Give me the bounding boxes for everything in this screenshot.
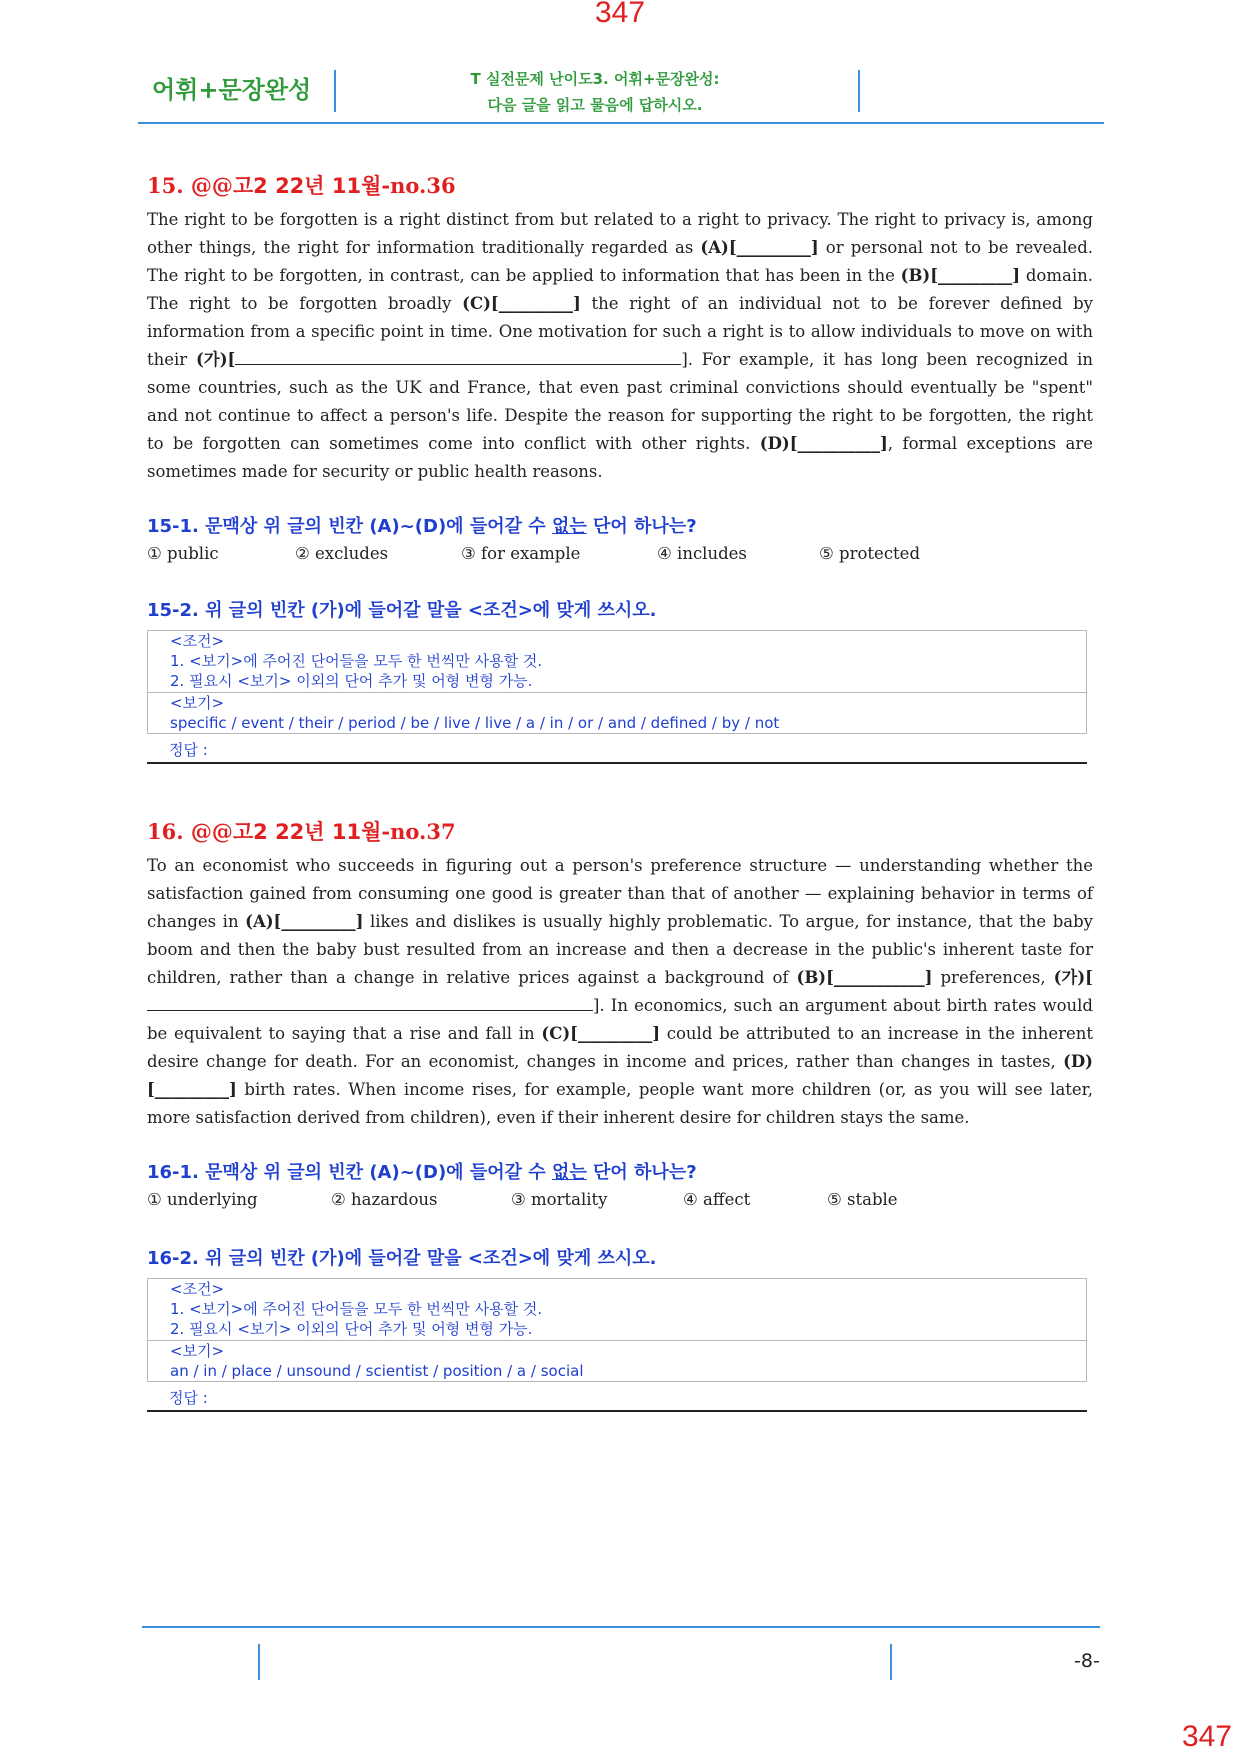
sub-text: 문맥상 위 글의 빈칸 (A)~(D)에 들어갈 수 xyxy=(198,516,552,537)
passage-text: likes and dislikes is usually highly problematic. To argue, for instance, that the baby boom and then the baby bust resulted from an increase and then a decrease in the public's inherent taste for children, rather than a change in relative prices against a background of xyxy=(147,912,1093,987)
question-15-id: -no.36 xyxy=(381,173,456,198)
passage-text: The right to be forgotten is a right distinct from but related to a right to privacy. The right to privacy is, among other things, the right for information traditionally regarded as xyxy=(147,210,1093,257)
choice-1[interactable]: ① public xyxy=(147,544,219,563)
footer-page-number: -8- xyxy=(1074,1650,1100,1672)
sub-text: 문맥상 위 글의 빈칸 (A)~(D)에 들어갈 수 xyxy=(198,1162,552,1183)
passage-text: domain. The right to be forgotten broadly xyxy=(147,266,1093,313)
condition-title: <조건> xyxy=(170,1280,225,1298)
bogi-words: an / in / place / unsound / scientist / position / a / social xyxy=(170,1362,584,1380)
sub-number: 15-2. xyxy=(147,600,199,621)
sub-text: 단어 하나는? xyxy=(586,1162,697,1183)
passage-text: ]. For example, it has long been recognized in some countries, such as the UK and France, that even past criminal convictions should eventually be "spent" and not continue to affect a person's life. Despite the reason for supporting the right to be forgotten, the right to be forgotten can sometimes come into conflict with other rights. xyxy=(147,350,1093,453)
bogi-title: <보기> xyxy=(170,1342,225,1360)
question-15-passage xyxy=(147,206,1093,486)
sub-number: 16-2. xyxy=(147,1248,199,1269)
passage-text: birth rates. When income rises, for example, people want more children (or, as you will see later, more satisfaction derived from children), even if their inherent desire for children stays the same. xyxy=(147,1080,1093,1127)
blank-b: (B)[_________] xyxy=(900,266,1021,285)
condition-title: <조건> xyxy=(170,632,225,650)
choice-1[interactable]: ① underlying xyxy=(147,1190,258,1209)
sub-text: 위 글의 빈칸 (가)에 들어갈 말을 <조건>에 맞게 쓰시오. xyxy=(198,600,657,621)
header-category: 어휘+문장완성 xyxy=(152,76,312,104)
choice-2[interactable]: ② hazardous xyxy=(331,1190,438,1209)
choice-5[interactable]: ⑤ stable xyxy=(827,1190,898,1209)
passage-text: the right of an individual not to be forever defined by information from a specific point in time. One motivation for such a right is to allow individuals to move on with their xyxy=(147,294,1093,369)
header-rule xyxy=(138,122,1104,124)
choice-4[interactable]: ④ affect xyxy=(683,1190,751,1209)
question-16-condition-box xyxy=(147,1278,1087,1382)
condition-1: 1. <보기>에 주어진 단어들을 모두 한 번씩만 사용할 것. xyxy=(170,652,543,670)
condition-2: 2. 필요시 <보기> 이외의 단어 추가 및 어형 변형 가능. xyxy=(170,672,533,690)
header-line-2: 다음 글을 읽고 물음에 답하시오. xyxy=(487,96,703,114)
question-16-1-prompt xyxy=(147,1158,697,1184)
blank-c: (C)[_________] xyxy=(541,1024,661,1043)
sub-text: 단어 하나는? xyxy=(586,516,697,537)
sub-emphasis: 없는 xyxy=(551,1162,587,1183)
footer-divider xyxy=(890,1644,892,1680)
blank-d: (D)[__________] xyxy=(759,434,888,453)
footer-divider xyxy=(258,1644,260,1680)
question-15-condition-box xyxy=(147,630,1087,734)
blank-a: (A)[_________] xyxy=(245,912,364,931)
question-16-number: 16. @@ xyxy=(147,819,233,844)
passage-text: could be attributed to an increase in the inherent desire change for death. For an economist, changes in income and prices, rather than changes in tastes, xyxy=(147,1024,1094,1071)
bogi-title: <보기> xyxy=(170,694,225,712)
blank-ga: (가)[ xyxy=(195,350,236,369)
question-16-title xyxy=(147,816,456,846)
page-number-top: 347 xyxy=(594,0,646,29)
question-16-answer-line[interactable]: 정답 : xyxy=(147,1386,1087,1412)
question-15-1-prompt xyxy=(147,512,697,538)
sub-emphasis: 없는 xyxy=(551,516,587,537)
question-16-2-prompt xyxy=(147,1244,657,1270)
header-instructions xyxy=(400,66,790,118)
passage-text: ]. In economics, such an argument about birth rates would be equivalent to saying that a rise and fall in xyxy=(147,996,1093,1043)
sub-number: 15-1. xyxy=(147,516,199,537)
passage-text: or personal not to be revealed. The right to be forgotten, in contrast, can be applied to information that has been in the xyxy=(147,238,1093,285)
passage-text: preferences, xyxy=(932,968,1054,987)
condition-section xyxy=(148,631,1086,693)
blank-b: (B)[___________] xyxy=(796,968,933,987)
header-divider xyxy=(334,70,336,112)
question-16-source: 고2 22년 11월 xyxy=(232,820,382,844)
question-15-title xyxy=(147,170,456,200)
question-15-source: 고2 22년 11월 xyxy=(232,174,382,198)
condition-2: 2. 필요시 <보기> 이외의 단어 추가 및 어형 변형 가능. xyxy=(170,1320,533,1338)
blank-a: (A)[_________] xyxy=(700,238,819,257)
bogi-section xyxy=(148,1341,1086,1381)
question-16-passage xyxy=(147,852,1093,1132)
question-15-number: 15. @@ xyxy=(147,173,233,198)
condition-1: 1. <보기>에 주어진 단어들을 모두 한 번씩만 사용할 것. xyxy=(170,1300,543,1318)
choice-4[interactable]: ④ includes xyxy=(657,544,747,563)
footer-rule xyxy=(142,1626,1100,1628)
header-line-1: T 실전문제 난이도3. 어휘+문장완성: xyxy=(470,70,720,88)
choice-2[interactable]: ② excludes xyxy=(295,544,389,563)
passage-text: To an economist who succeeds in figuring out a person's preference structure — understanding whether the satisfaction gained from consuming one good is greater than that of another — explaining behavior in terms of changes in xyxy=(147,856,1093,931)
bogi-words: specific / event / their / period / be / live / live / a / in / or / and / defined / by / not xyxy=(170,714,780,732)
sub-number: 16-1. xyxy=(147,1162,199,1183)
condition-section xyxy=(148,1279,1086,1341)
question-16-id: -no.37 xyxy=(381,819,456,844)
blank-ga-line xyxy=(147,992,593,1011)
question-15-answer-line[interactable]: 정답 : xyxy=(147,738,1087,764)
bogi-section xyxy=(148,693,1086,733)
choice-3[interactable]: ③ mortality xyxy=(511,1190,608,1209)
page-number-bottom: 347 xyxy=(1181,1720,1232,1753)
blank-c: (C)[_________] xyxy=(462,294,581,313)
sub-text: 위 글의 빈칸 (가)에 들어갈 말을 <조건>에 맞게 쓰시오. xyxy=(198,1248,657,1269)
choice-3[interactable]: ③ for example xyxy=(461,544,581,563)
blank-d: (D)[_________] xyxy=(147,1052,1093,1099)
header-divider xyxy=(858,70,860,112)
question-15-2-prompt xyxy=(147,596,657,622)
passage-text: , formal exceptions are sometimes made for security or public health reasons. xyxy=(147,434,1093,481)
blank-ga-line xyxy=(235,346,681,365)
blank-ga: (가)[ xyxy=(1053,968,1093,987)
choice-5[interactable]: ⑤ protected xyxy=(819,544,921,563)
